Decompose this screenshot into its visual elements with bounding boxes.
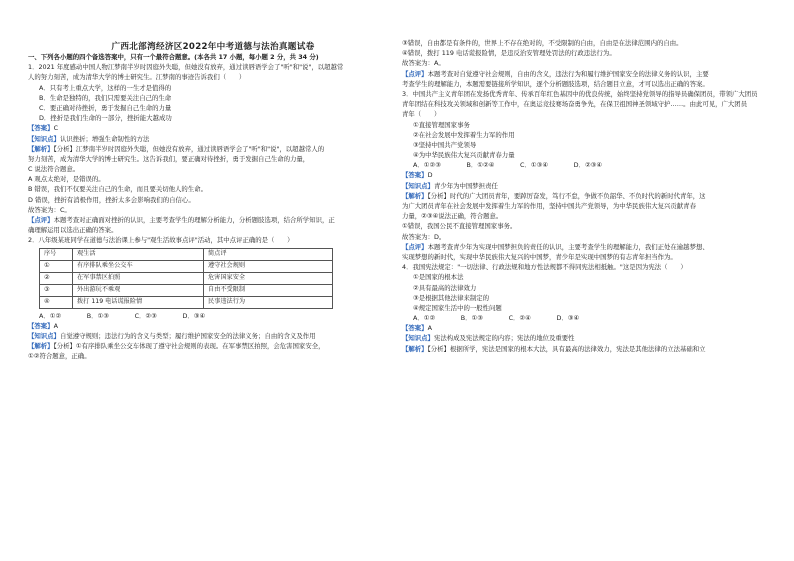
table-header-row: [40, 248, 333, 260]
text-line: [28, 321, 408, 331]
line-text: 认识挫折；增强生命韧性的方法: [59, 134, 150, 143]
line-text: 宪法构成及宪法规定的内容；宪法的地位及重要性: [433, 334, 575, 343]
line-text: ①是国家的根本法: [413, 273, 464, 282]
line-text: 1．2021 年度感动中国人物江梦南半岁时因庭外失聪，但她没有放弃，通过读唇语学会了"听"和"说"，以超越常: [28, 63, 344, 72]
text-line: [28, 134, 408, 144]
line-text: 青年（ ）: [402, 110, 441, 119]
text-line: [28, 184, 408, 194]
text-line: [28, 164, 408, 174]
text-line: [402, 120, 782, 130]
line-text: C．要正确对待挫折，勇于发掘自己生命的力量: [39, 103, 172, 112]
line-text: 人的努力刻苦，成为清华大学的博士研究生。江梦南的事迹告诉我们（ ）: [28, 73, 246, 82]
text-line: [402, 170, 782, 180]
text-line: [402, 150, 782, 160]
left-column: [28, 52, 408, 362]
text-line: [402, 303, 782, 313]
line-text: ①②符合题意，正确。: [28, 352, 91, 361]
text-line: [402, 109, 782, 119]
table-cell: 序号: [40, 248, 73, 260]
text-line: [28, 341, 408, 351]
text-line: [28, 93, 408, 103]
line-text: 故答案为：A。: [402, 59, 445, 68]
text-line: [28, 113, 408, 123]
text-line: [402, 79, 782, 89]
text-line: [28, 331, 408, 341]
line-text: ③错误，自由都是有条件的，世界上不存在绝对的，不受限制的自由，自由是在法律范围内的自由。: [402, 39, 683, 47]
text-line: [402, 89, 782, 99]
text-line: [402, 201, 782, 211]
table-cell: 民事违法行为: [204, 296, 333, 308]
section-tag: 【答案】: [402, 171, 428, 180]
text-line: [402, 344, 782, 354]
table-cell: 简点评: [204, 248, 333, 260]
text-line: [402, 221, 782, 231]
line-text: A．①② B．①③ C．②④ D．③④: [413, 314, 580, 323]
text-line: [28, 72, 408, 82]
text-line: [402, 283, 782, 293]
right-question-block: [402, 38, 782, 354]
text-line: [402, 99, 782, 109]
table-row: [40, 272, 333, 284]
line-text: A 观点太绝对，是错误的。: [28, 175, 105, 184]
table-row: [40, 260, 333, 272]
left-answer-block: [28, 311, 408, 362]
text-line: [28, 123, 408, 133]
table-cell: 有序排队乘坐公交车: [73, 260, 204, 272]
line-text: 【分析】①有序排队乘坐公交车体现了遵守社会规则的表现。在军事禁区拍照，会危害国家安全，: [53, 342, 325, 351]
section-tag: 【点评】: [402, 69, 428, 78]
line-text: 2．八年级某班同学在道德与法治课上参与"观生活故事点评"活动，其中点评正确的是（ ）: [28, 236, 294, 245]
line-text: D 错误，挫折有消极作用，挫折太多会影响我们的自信心。: [28, 195, 195, 204]
table-row: [40, 296, 333, 308]
table-cell: 在军事禁区拍照: [73, 272, 204, 284]
text-line: [28, 235, 408, 245]
line-text: 为广大团员青年在社会发展中发挥着生力军的作用，坚持中国共产党领导，为中华民族伟大复兴贡献青春: [402, 202, 696, 210]
table-cell: 遵守社会规则: [204, 260, 333, 272]
text-line: [28, 83, 408, 93]
section-tag: 【答案】: [28, 124, 54, 133]
line-text: ①错误，我国公民不直接管理国家事务。: [402, 222, 517, 231]
line-text: C: [53, 124, 59, 133]
line-text: 本题考查青少年为实现中国梦担负的责任的认识，主要考查学生的理解能力，我们正处在逾越梦想、: [427, 242, 709, 251]
text-line: [28, 215, 408, 225]
line-text: A: [53, 321, 58, 330]
table-cell: 自由不受限制: [204, 284, 333, 296]
line-text: 实现梦想的新时代，实现中华民族伟大复兴的中国梦，青少年是实现中国梦的有志青年担当作为。: [402, 252, 677, 261]
section-tag: 【知识点】: [402, 334, 434, 343]
text-line: [402, 262, 782, 272]
line-text: 故答案为：C。: [28, 205, 71, 214]
text-line: [28, 351, 408, 361]
section-header: 一、下列各小题的四个备选答案中，只有一个最符合题意。(本各共 17 小题，每小题 2 分，共 34 分): [28, 53, 319, 61]
table-cell: ②: [40, 272, 73, 284]
line-text: 【分析】时代的广大团员青年，要踔厉奋发，笃行不怠，争做不负韶华、不负时代的新时代青年，这: [427, 191, 706, 200]
table-cell: ③: [40, 284, 73, 296]
line-text: 青少年为中国梦担责任: [433, 181, 498, 190]
line-text: A．①② B．①③ C．②③ D．③④: [39, 311, 206, 320]
section-tag: 【解析】: [402, 191, 428, 200]
options-table: [39, 248, 333, 309]
line-text: 本题考查对自觉遵守社会规则，自由的含义，违法行为和履行维护国家安全的法律义务的认识，主要: [427, 69, 709, 78]
line-text: ④错误，拨打 119 电话谎报险情，是违反治安管理处罚法的行政违法行为。: [402, 49, 616, 58]
text-line: [402, 313, 782, 323]
line-text: 【分析】江梦南半岁时因庭外失聪，但她没有放弃，通过读唇语学会了"听"和"说"，以超越常人的: [53, 144, 325, 153]
section-tag: 【解析】: [402, 344, 428, 353]
line-text: A．①②③ B．①②④ C．①③④ D．②③④: [413, 161, 603, 170]
section-tag: 【答案】: [28, 321, 54, 330]
text-line: [28, 103, 408, 113]
text-line: [28, 205, 408, 215]
line-text: ①直接管理国家事务: [413, 120, 470, 129]
text-line: [28, 225, 408, 235]
line-text: D．挫折是我们生命的一部分，挫折能大越成功: [39, 114, 172, 123]
text-line: [402, 69, 782, 79]
table-cell: ①: [40, 260, 73, 272]
text-line: [28, 144, 408, 154]
line-text: B 错误，我们不仅要关注自己的生命，而且要关切他人的生命。: [28, 185, 207, 194]
section-tag: 【点评】: [402, 242, 428, 251]
section-tag: 【解析】: [28, 144, 54, 153]
line-text: C 说法符合题意。: [28, 165, 80, 174]
text-line: [402, 181, 782, 191]
text-line: [402, 323, 782, 333]
table-cell: 外出游玩不乘观: [73, 284, 204, 296]
section-tag: 【知识点】: [28, 134, 60, 143]
section-tag: 【答案】: [402, 324, 428, 333]
text-line: [402, 242, 782, 252]
line-text: 本题考查对正确面对挫折的认识，主要考查学生的理解分析能力，分析题肢选项，结合所学知识，正: [53, 216, 335, 224]
text-line: [402, 160, 782, 170]
line-text: B．生命是独特的，我们只需要关注自己的生命: [39, 93, 172, 102]
line-text: 自觉遵守规则；违法行为的含义与类型；履行维护国家安全的法律义务；自由的含义及作用: [59, 331, 316, 340]
table-cell: 拨打 119 电话谎报险情: [73, 296, 204, 308]
text-line: [402, 333, 782, 343]
text-line: [402, 272, 782, 282]
line-text: A．只有考上重点大学，这样的一生才是值得的: [39, 83, 172, 92]
text-line: [28, 174, 408, 184]
page-title: 广西北部湾经济区2022年中考道德与法治真题试卷: [111, 42, 315, 52]
section-tag: 【知识点】: [28, 331, 60, 340]
line-text: 力量，②③④说法正确，符合题意。: [402, 212, 503, 221]
line-text: ②在社会发展中发挥着生力军的作用: [413, 130, 515, 139]
line-text: 4．我国宪法规定："一切法律、行政法规和地方性法规都不得同宪法相抵触。"这是因为宪法（ ）: [402, 263, 687, 272]
line-text: ④规定国家生活中的一般性问题: [413, 303, 502, 312]
text-line: [402, 140, 782, 150]
line-text: A: [427, 324, 432, 333]
text-line: [28, 195, 408, 205]
right-column: [402, 38, 782, 354]
line-text: ③坚持中国共产党领导: [413, 140, 477, 149]
text-line: [402, 232, 782, 242]
text-line: [28, 62, 408, 72]
line-text: 【分析】根据所学，宪法是国家的根本大法，具有最高的法律效力，宪法是其他法律的立法基础和立: [427, 344, 706, 353]
left-question-block: [28, 62, 408, 245]
line-text: 努力刻苦，成为清华大学的博士研究生。这告诉我们，要正确对待挫折，勇于发掘自己生命的力量，: [28, 154, 310, 163]
line-text: 故答案为：D。: [402, 232, 446, 241]
line-text: 3．中国共产主义青年团在发扬优秀青年、传承百年红色基因中的优良传统，始终坚持党领导的指导员确保团员，带领广大团员: [402, 89, 758, 98]
section-tag: 【知识点】: [402, 181, 434, 190]
line-text: ③是根据其他法律来制定的: [413, 293, 490, 302]
text-line: [402, 58, 782, 68]
line-text: D: [427, 171, 433, 180]
table-cell: 观生活: [73, 248, 204, 260]
text-line: [402, 211, 782, 221]
table-cell: ④: [40, 296, 73, 308]
table-cell: 危害国家安全: [204, 272, 333, 284]
line-text: ④为中华民族伟大复兴贡献青春力量: [413, 151, 515, 160]
line-text: 青年团结在科技攻关领域和创新等工作中，在奥运竞技赛场奋勇争先，在保卫祖国神圣领域守护……。由此可见，广大团员: [402, 100, 748, 109]
text-line: [402, 293, 782, 303]
text-line: [402, 48, 782, 58]
line-text: ②具有最高的法律效力: [413, 283, 477, 292]
text-line: [402, 191, 782, 201]
text-line: [402, 130, 782, 140]
table-row: [40, 284, 333, 296]
line-text: 考查学生的理解能力，本题需要链接所学知识，逐个分析题肢选项，结合题目立意，才可以选出正确的答案。: [402, 79, 709, 88]
text-line: [28, 311, 408, 321]
section-tag: 【解析】: [28, 342, 54, 351]
text-line: [402, 38, 782, 48]
text-line: [402, 252, 782, 262]
text-line: [28, 154, 408, 164]
line-text: 确理解运用以选出正确的答案。: [28, 226, 118, 235]
section-tag: 【点评】: [28, 216, 54, 224]
